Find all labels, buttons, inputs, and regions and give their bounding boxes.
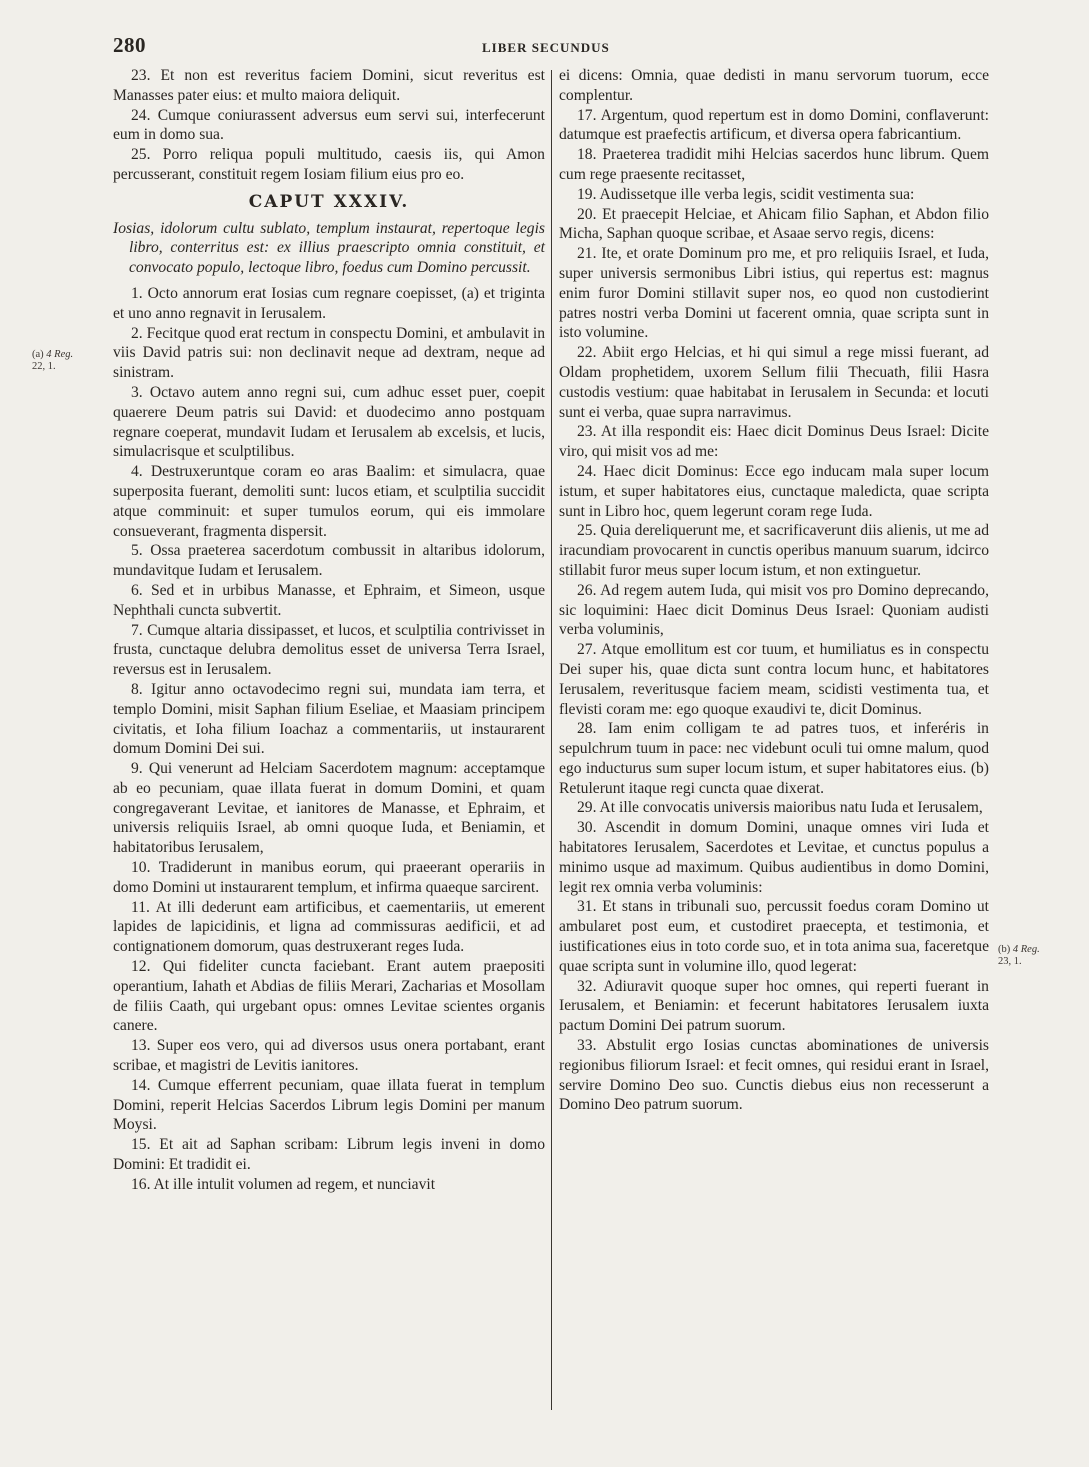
verse-number: 2. (131, 324, 143, 342)
verse (113, 541, 545, 581)
verse-number: 8. (131, 680, 143, 698)
verse-number: 21. (577, 245, 597, 263)
verse-number: 31. (577, 898, 597, 916)
verse-number: 23. (577, 423, 597, 441)
right-column (559, 66, 989, 1115)
verse (113, 1036, 545, 1076)
verse (559, 798, 989, 818)
verse-number: 11. (131, 898, 150, 916)
verse-number: 9. (131, 760, 143, 778)
verse-text: Abstulit ergo Iosias cunctas abominationes de universis regionibus filiorum Israel: et fecit omnes, qui residui erant in Israel, servire Domino Deo suo. Cunctis diebus eius non recesserunt a Domino Deo patrum suorum. (559, 1037, 989, 1114)
verse-text: Ossa praeterea sacerdotum combussit in altaribus idolorum, mundavitque Iudam et Ierusalem. (113, 542, 545, 580)
verses-left (113, 284, 545, 1195)
note-loc: 22, 1. (32, 361, 56, 372)
verse-text: At ille convocatis universis maioribus natu Iuda et Ierusalem, (599, 799, 983, 817)
verse-text: Praeterea tradidit mihi Helcias sacerdos hunc librum. Quem cum rege praesente recitasset, (559, 146, 990, 183)
verse-number: 32. (577, 977, 597, 995)
verse-text: Et stans in tribunali suo, percussit foedus coram Domino ut ambularet post eum, et custodiret praecepta, et testimonia, et iustificationes eius in toto corde suo, et in tota anima sua, faceretque quae scripta sunt in volumine illo, quod legerat: (559, 898, 989, 975)
verse (559, 422, 989, 462)
verse-text: Abiit ergo Helcias, et hi qui simul a rege missi fuerant, ad Oldam prophetidem, uxorem Sellum filii Thecuath, filii Hasra custodis vestium: quae habitabat in Ierusalem in Secunda: et locuti sunt ei verba, quae supra narravimus. (559, 344, 989, 421)
note-loc: 23, 1. (998, 956, 1022, 967)
verse (113, 284, 545, 324)
running-head: LIBER SECUNDUS (482, 40, 610, 55)
verse-number: 12. (131, 958, 151, 976)
verse-text: Et non est reveritus faciem Domini, sicut reveritus est Manasses pater eius: et multo maiora deliquit. (113, 67, 545, 104)
verse-text: Ite, et orate Dominum pro me, et pro reliquiis Israel, et Iuda, super universis sermonibus Libri istius, qui repertus est: magnus enim furor Domini stillavit super nos, eo quod non custodierint patres nostri verba Domini ut facerent omnia, quae scripta sunt in isto volumine. (559, 245, 989, 342)
verse-number: 33. (577, 1037, 597, 1055)
verse-text: At illa respondit eis: Haec dicit Dominus Deus Israel: Dicite viro, qui misit vos ad me: (559, 423, 989, 461)
verse (559, 640, 989, 719)
verse-text: Cumque altaria dissipasset, et lucos, et sculptilia contrivisset in frusta, cunctaque delubra demolitus esset de universa Terra Israel, reversus est in Ierusalem. (113, 621, 545, 679)
verse-text: Ad regem autem Iuda, qui misit vos pro Domino deprecando, sic loquimini: Haec dicit Dominus Deus Israel: Quoniam audisti verba voluminis, (559, 581, 989, 639)
verse-text: Igitur anno octavodecimo regni sui, mundata iam terra, et templo Domini, misit Saphan filium Eseliae, et Maasiam principem civitatis, et Ioha filium Ioachaz a commentariis, ut instaurarent domum Domini Dei sui. (113, 680, 545, 758)
verse-text: Audissetque ille verba legis, scidit vestimenta sua: (599, 185, 915, 203)
verse (113, 106, 545, 146)
verse-text: Quia dereliquerunt me, et sacrificaverunt diis alienis, ut me ad iracundiam provocarent in cunctis operibus manuum suarum, idcirco stillabit furor meus super locum istum, et non extinguetur. (559, 522, 989, 579)
verse-text: Ascendit in domum Domini, unaque omnes viri Iuda et habitatores Ierusalem, Sacerdotes et Levitae, et cunctus populus a minimo usque ad maximum. Quibus audientibus in domo Domini, legit rex omnia verba voluminis: (559, 819, 989, 896)
verse (113, 1175, 545, 1195)
verse (559, 1036, 989, 1115)
verse (113, 759, 545, 858)
verse-number: 26. (577, 581, 597, 599)
verse-text: Et praecepit Helciae, et Ahicam filio Saphan, et Abdon filio Micha, Saphan quoque scribae, et Asaae servo regis, dicens: (559, 205, 989, 243)
verse-number: 10. (131, 859, 151, 877)
verse-number: 6. (131, 581, 143, 599)
verse-number: 1. (131, 284, 143, 302)
verse (113, 1076, 545, 1135)
verse (559, 521, 989, 580)
verses-right (559, 106, 989, 1116)
verse-number: 13. (131, 1037, 151, 1055)
note-ref: 4 Reg. (46, 349, 74, 360)
verse (113, 383, 545, 462)
verse-text: Octo annorum erat Iosias cum regnare coepisset, (a) et triginta et uno anno regnavit in Ierusalem. (113, 284, 545, 322)
chapter-title: CAPUT XXXIV. (248, 191, 410, 212)
verse-number: 27. (577, 641, 597, 659)
verse-number: 24. (577, 462, 597, 480)
verse (113, 66, 545, 106)
verse-number: 15. (131, 1136, 151, 1154)
verse-text: Haec dicit Dominus: Ecce ego inducam mala super locum istum, et super habitatores eius, cunctaque maledicta, quae scripta sunt in Libro hoc, quem legerunt coram rege Iuda. (559, 462, 989, 520)
verse (559, 343, 989, 422)
verse-number: 7. (131, 621, 143, 639)
left-column (113, 66, 545, 1195)
verse-text: Cumque efferrent pecuniam, quae illata fuerat in templum Domini, reperit Helcias Sacerdos Librum legis Domini per manum Moysi. (113, 1076, 545, 1134)
margin-note-a (32, 349, 73, 373)
verse (113, 858, 545, 898)
margin-note-b (998, 944, 1040, 968)
column-rule (551, 70, 552, 1410)
verse-number: 29. (577, 799, 597, 817)
verse (113, 324, 545, 383)
page-number: 280 (113, 33, 146, 57)
verse (559, 581, 989, 640)
verse (559, 185, 989, 205)
note-mark: (b) (998, 944, 1011, 955)
verse-number: 14. (131, 1076, 151, 1094)
verse-text: Octavo autem anno regni sui, cum adhuc esset puer, coepit quaerere Deum patris sui David: et duodecimo anno postquam regnare coeperat, mundavit Iudam et Ierusalem ab excelsis, et lucis, simulacrisque et sculptilibus. (113, 383, 545, 461)
chapter-summary: Iosias, idolorum cultu sublato, templum instaurat, repertoque legis libro, conterritus est: ex illius praescripto omnia constituit, et convocato populo, lectoque libro, foedus cum Domino percussit. (113, 219, 545, 277)
verse (559, 145, 989, 185)
verse (113, 621, 545, 680)
verse (113, 957, 545, 1036)
verse-number: 22. (577, 344, 597, 362)
verse-number: 19. (577, 185, 597, 203)
verse-text: Fecitque quod erat rectum in conspectu Domini, et ambulavit in viis David patris sui: non declinavit neque ad dextram, neque ad sinistram. (113, 324, 546, 382)
verse (113, 581, 545, 621)
verse-number: 24. (131, 106, 151, 124)
verse-text: Tradiderunt in manibus eorum, qui praeerant operariis in domo Domini ut instaurarent templum, et infirma quaeque sarcirent. (113, 859, 545, 896)
verse-text: Qui venerunt ad Helciam Sacerdotem magnum: acceptamque ab eo pecuniam, quae illata fuerat in domum Domini, et quam congregaverant Levitae, et ianitores de Manasse, et Ephraim, et universis reliquiis Israel, ab omni quoque Iuda, et Beniamin, et habitatoribus Ierusalem, (113, 760, 545, 857)
verse-text: Atque emollitum est cor tuum, et humiliatus es in conspectu Dei super his, quae dicta sunt contra locum hunc, et habitatores Ierusalem, reveritusque faciem meam, scidisti vestimenta tua, et flevisti coram me: ego quoque exaudivi te, dicit Dominus. (559, 641, 989, 718)
verse-text: Iam enim colligam te ad patres tuos, et inferéris in sepulchrum tuum in pace: nec videbunt oculi tui omne malum, quod ego inducturus sum super locum istum, et super habitatores eius. (b) Retulerunt itaque regi cuncta quae dixerat. (559, 720, 989, 797)
verse (559, 719, 989, 798)
verse (559, 818, 989, 897)
verse-text: Et ait ad Saphan scribam: Librum legis inveni in domo Domini: Et tradidit ei. (113, 1136, 545, 1174)
verse-number: 25. (131, 146, 151, 164)
verse-text: Cumque coniurassent adversus eum servi sui, interfecerunt eum in domo sua. (113, 106, 545, 144)
verse-continuation: ei dicens: Omnia, quae dedisti in manu servorum tuorum, ecce complentur. (559, 67, 989, 104)
verse (113, 680, 545, 759)
verse-number: 4. (131, 463, 143, 481)
verse (559, 462, 989, 521)
verse-number: 25. (577, 522, 597, 540)
verse (559, 897, 989, 976)
verse (113, 462, 545, 541)
verse-number: 20. (577, 205, 597, 223)
verse-number: 17. (577, 106, 597, 124)
verse (113, 145, 545, 185)
verse-text: Adiuravit quoque super hoc omnes, qui reperti fuerant in Ierusalem, et Beniamin: et fecerunt habitatores Ierusalem iuxta pactum Domini Dei patrum suorum. (559, 977, 989, 1035)
verses-previous-chapter (113, 66, 545, 185)
verse-text: At illi dederunt eam artificibus, et caementariis, ut emerent lapides de lapicidinis, et ligna ad commissuras aedificii, et ad contignationem domorum, quas destruxerant reges Iuda. (113, 898, 545, 956)
verse-number: 23. (131, 67, 151, 84)
verse-text: Super eos vero, qui ad diversos usus onera portabant, erant scribae, et magistri de Levitis ianitores. (113, 1037, 545, 1075)
verse-number: 18. (577, 146, 597, 164)
note-ref: 4 Reg. (1012, 944, 1040, 955)
verse-text: At ille intulit volumen ad regem, et nunciavit (153, 1175, 436, 1193)
verse (113, 898, 545, 957)
verse-text: Sed et in urbibus Manasse, et Ephraim, et Simeon, usque Nephthali cuncta subvertit. (113, 581, 545, 619)
verse-number: 30. (577, 819, 597, 837)
verse-number: 16. (131, 1175, 151, 1193)
verse-text: Argentum, quod repertum est in domo Domini, conflaverunt: datumque est praefectis artificum, et diversa opera fabricantium. (559, 106, 989, 144)
verse-number: 3. (131, 383, 143, 401)
verse (559, 106, 989, 146)
verse (559, 205, 989, 245)
verse-number: 5. (131, 542, 143, 560)
verse (559, 977, 989, 1036)
verse-text: Porro reliqua populi multitudo, caesis iis, qui Amon percusserant, constituit regem Iosiam filium eius pro eo. (113, 146, 545, 183)
verse-number: 28. (577, 720, 597, 738)
verse-text: Destruxeruntque coram eo aras Baalim: et simulacra, quae superposita fuerant, demoliti sunt: lucos etiam, et sculptilia succidit atque comminuit: et super tumulos eorum, qui eis immolare consueverant, fragmenta dispersit. (113, 463, 545, 540)
verse (113, 1135, 545, 1175)
verse-text: Qui fideliter cuncta faciebant. Erant autem praepositi operantium, Iahath et Abdias de filiis Merari, Zacharias et Mosollam de filiis Caath, qui urgebant opus: omnes Levitae scientes organis canere. (113, 958, 545, 1035)
verse (559, 244, 989, 343)
note-mark: (a) (32, 349, 44, 360)
